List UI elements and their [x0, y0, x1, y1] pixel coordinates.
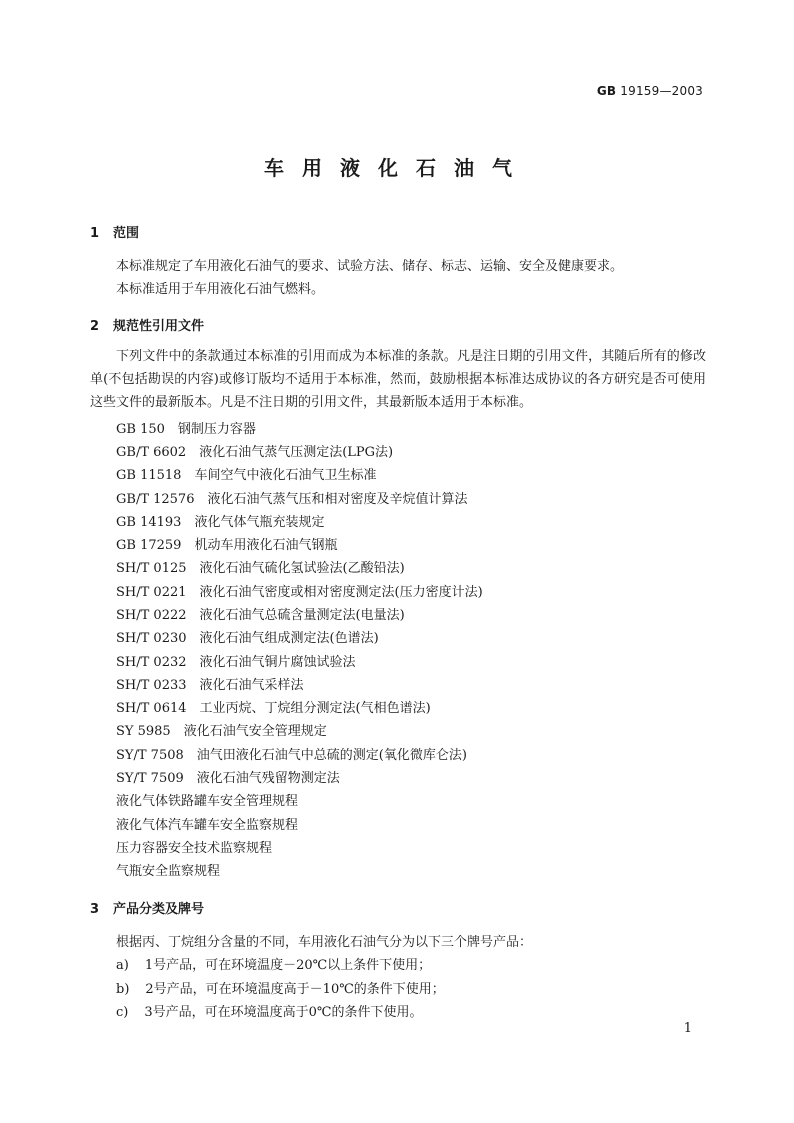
page-number: 1: [683, 1021, 692, 1036]
standard-code: [597, 84, 703, 98]
reference-title: 液化石油气密度或相对密度测定法(压力密度计法): [199, 585, 483, 600]
reference-item: [116, 464, 376, 483]
paragraph: 根据丙、丁烷组分含量的不同，车用液化石油气分为以下三个牌号产品：: [116, 935, 533, 950]
reference-title: 车间空气中液化石油气卫生标准: [194, 468, 377, 483]
list-label: a): [116, 958, 129, 973]
list-label: c): [116, 1005, 129, 1020]
reference-title: 钢制压力容器: [177, 422, 256, 437]
reference-title: 液化石油气总硫含量测定法(电量法): [199, 608, 405, 623]
reference-code: SY/T 7509: [116, 771, 184, 786]
regulation-item: 液化气体铁路罐车安全管理规程: [116, 794, 299, 809]
reference-title: 油气田液化石油气中总硫的测定(氧化微库仑法): [196, 748, 467, 763]
reference-item: [116, 534, 337, 553]
reference-code: GB/T 6602: [116, 445, 187, 460]
list-item: [116, 978, 445, 997]
reference-title: 液化石油气残留物测定法: [196, 771, 340, 786]
reference-title: 液化石油气铜片腐蚀试验法: [199, 655, 356, 670]
reference-title: 液化石油气蒸气压和相对密度及辛烷值计算法: [207, 492, 468, 507]
reference-code: SY 5985: [116, 724, 171, 739]
reference-code: SH/T 0614: [116, 701, 187, 716]
intro-paragraph: 下列文件中的条款通过本标准的引用而成为本标准的条款。凡是注日期的引用文件，其随后所有的修改单(不包括勘误的内容)或修订版均不适用于本标准，然而，鼓励根据本标准达成协议的各方研究是否可使用这些文件的最新版本。凡是不注日期的引用文件，其最新版本适用于本标准。: [90, 349, 706, 410]
reference-code: SH/T 0230: [116, 631, 187, 646]
reference-title: 液化石油气安全管理规定: [183, 724, 327, 739]
section-number: 3: [90, 902, 100, 917]
paragraph: 本标准规定了车用液化石油气的要求、试验方法、储存、标志、运输、安全及健康要求。: [116, 259, 624, 274]
standard-prefix: GB: [596, 84, 617, 98]
document-title: 车用液化石油气: [264, 156, 530, 180]
reference-code: GB 11518: [116, 468, 182, 483]
section-title: 规范性引用文件: [113, 319, 205, 334]
reference-code: SH/T 0125: [116, 561, 187, 576]
reference-item: [116, 557, 405, 576]
section-number: 1: [90, 226, 100, 241]
reference-item: [116, 511, 324, 530]
reference-item: [116, 627, 379, 646]
reference-code: SY/T 7508: [116, 748, 184, 763]
section-heading-normative-references: [90, 315, 204, 334]
reference-code: GB 150: [116, 422, 165, 437]
list-item: [116, 954, 431, 973]
regulation-item: 液化气体汽车罐车安全监察规程: [116, 818, 299, 833]
reference-item: [116, 767, 340, 786]
standard-number: 19159—2003: [620, 84, 703, 98]
regulation-item: 气瓶安全监察规程: [116, 864, 221, 879]
reference-item: [116, 744, 467, 763]
reference-title: 液化石油气蒸气压测定法(LPG法): [199, 445, 394, 460]
list-item: [116, 1001, 422, 1020]
reference-title: 液化石油气组成测定法(色谱法): [199, 631, 379, 646]
paragraph: 本标准适用于车用液化石油气燃料。: [116, 282, 325, 297]
list-text: 2号产品，可在环境温度高于－10℃的条件下使用；: [145, 982, 445, 997]
reference-code: GB/T 12576: [116, 492, 195, 507]
list-text: 3号产品，可在环境温度高于0℃的条件下使用。: [144, 1005, 423, 1020]
reference-item: [116, 441, 393, 460]
reference-item: [116, 604, 405, 623]
section-heading-scope: [90, 222, 139, 241]
reference-item: [116, 488, 468, 507]
reference-code: SH/T 0221: [116, 585, 187, 600]
reference-title: 机动车用液化石油气钢瓶: [194, 538, 338, 553]
reference-title: 液化石油气硫化氢试验法(乙酸铅法): [199, 561, 405, 576]
reference-code: GB 14193: [116, 515, 182, 530]
reference-title: 工业丙烷、丁烷组分测定法(气相色谱法): [199, 701, 431, 716]
reference-code: SH/T 0222: [116, 608, 187, 623]
section-heading-classification: [90, 898, 204, 917]
regulation-item: 压力容器安全技术监察规程: [116, 841, 273, 856]
reference-item: [116, 581, 483, 600]
reference-item: [116, 418, 256, 437]
section-number: 2: [90, 319, 100, 334]
list-label: b): [116, 982, 130, 997]
section-title: 产品分类及牌号: [113, 902, 205, 917]
reference-item: [116, 697, 431, 716]
reference-code: SH/T 0233: [116, 678, 187, 693]
reference-code: SH/T 0232: [116, 655, 187, 670]
reference-code: GB 17259: [116, 538, 182, 553]
reference-item: [116, 651, 356, 670]
reference-item: [116, 720, 327, 739]
reference-title: 液化石油气采样法: [199, 678, 304, 693]
reference-item: [116, 674, 304, 693]
list-text: 1号产品，可在环境温度－20℃以上条件下使用；: [144, 958, 432, 973]
section-title: 范围: [113, 226, 140, 241]
reference-title: 液化气体气瓶充装规定: [194, 515, 325, 530]
